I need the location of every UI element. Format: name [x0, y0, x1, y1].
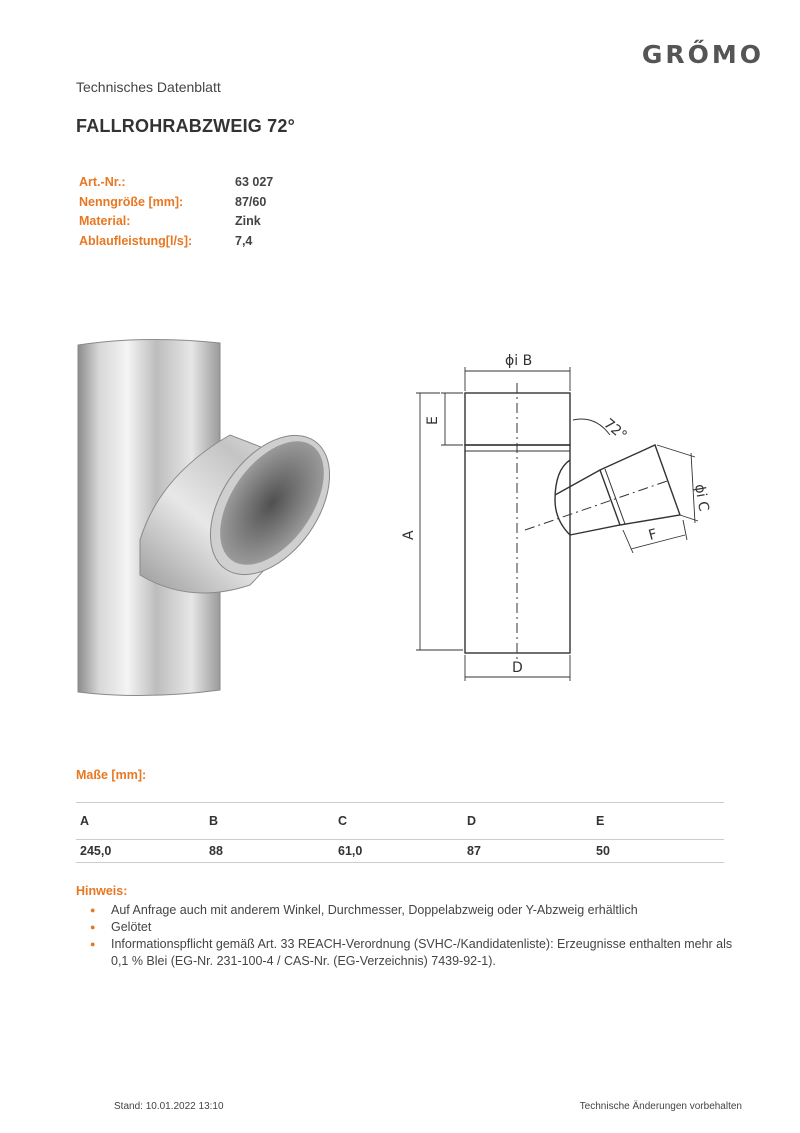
- label-f: F: [646, 526, 659, 544]
- label-angle: 72°: [600, 415, 630, 445]
- footer-date: Stand: 10.01.2022 13:10: [114, 1101, 224, 1112]
- page-title: FALLROHRABZWEIG 72°: [76, 116, 296, 136]
- value-a: 245,0: [76, 840, 205, 863]
- table-row: [76, 840, 724, 863]
- value-d: 87: [463, 840, 592, 863]
- spec-value: Zink: [235, 214, 261, 228]
- column-header-d: D: [463, 803, 592, 840]
- label-c: ϕi C: [691, 482, 712, 513]
- dimensions-table: [76, 802, 724, 863]
- product-photo: [70, 335, 330, 705]
- list-item: ● Informationspflicht gemäß Art. 33 REACH-Verordnung (SVHC-/Kandidatenliste): Erzeugnisse enthalten mehr als 0,1 % Blei (EG-Nr. 231-100-4 / CAS-Nr. (EG-Verzeichnis) 7439-92-1).: [90, 936, 750, 970]
- spec-label: Ablaufleistung[l/s]:: [79, 233, 193, 248]
- technical-drawing: [395, 345, 715, 690]
- dimensions-title: Maße [mm]:: [76, 768, 147, 782]
- spec-value: 63 027: [235, 175, 274, 189]
- value-b: 88: [205, 840, 334, 863]
- spec-value: 7,4: [235, 233, 253, 248]
- table-header-row: [76, 803, 724, 840]
- value-e: 50: [592, 840, 724, 863]
- spec-row-size: [79, 195, 273, 215]
- list-item: ● Gelötet: [90, 919, 750, 936]
- label-b: ϕi B: [505, 353, 533, 369]
- spec-row-flow: [79, 234, 273, 254]
- spec-row-article: [79, 175, 273, 195]
- column-header-e: E: [592, 803, 724, 840]
- spec-label: Art.-Nr.:: [79, 175, 126, 189]
- label-d: D: [512, 660, 523, 676]
- document-type: Technisches Datenblatt: [76, 79, 221, 95]
- spec-row-material: [79, 214, 273, 234]
- column-header-a: A: [76, 803, 205, 840]
- spec-value: 87/60: [235, 194, 267, 209]
- value-c: 61,0: [334, 840, 463, 863]
- column-header-c: C: [334, 803, 463, 840]
- label-a: A: [401, 530, 417, 540]
- footer-disclaimer: Technische Änderungen vorbehalten: [579, 1101, 742, 1112]
- brand-logo: GRŐMO: [641, 40, 764, 69]
- spec-list: [79, 175, 273, 253]
- column-header-b: B: [205, 803, 334, 840]
- list-item: ● Auf Anfrage auch mit anderem Winkel, Durchmesser, Doppelabzweig oder Y-Abzweig erhältlich: [90, 902, 750, 919]
- notes-title: Hinweis:: [76, 884, 128, 898]
- spec-label: Material:: [79, 214, 131, 228]
- spec-label: Nenngröße [mm]:: [79, 194, 184, 209]
- label-e: E: [425, 416, 441, 425]
- notes-list: [90, 902, 750, 970]
